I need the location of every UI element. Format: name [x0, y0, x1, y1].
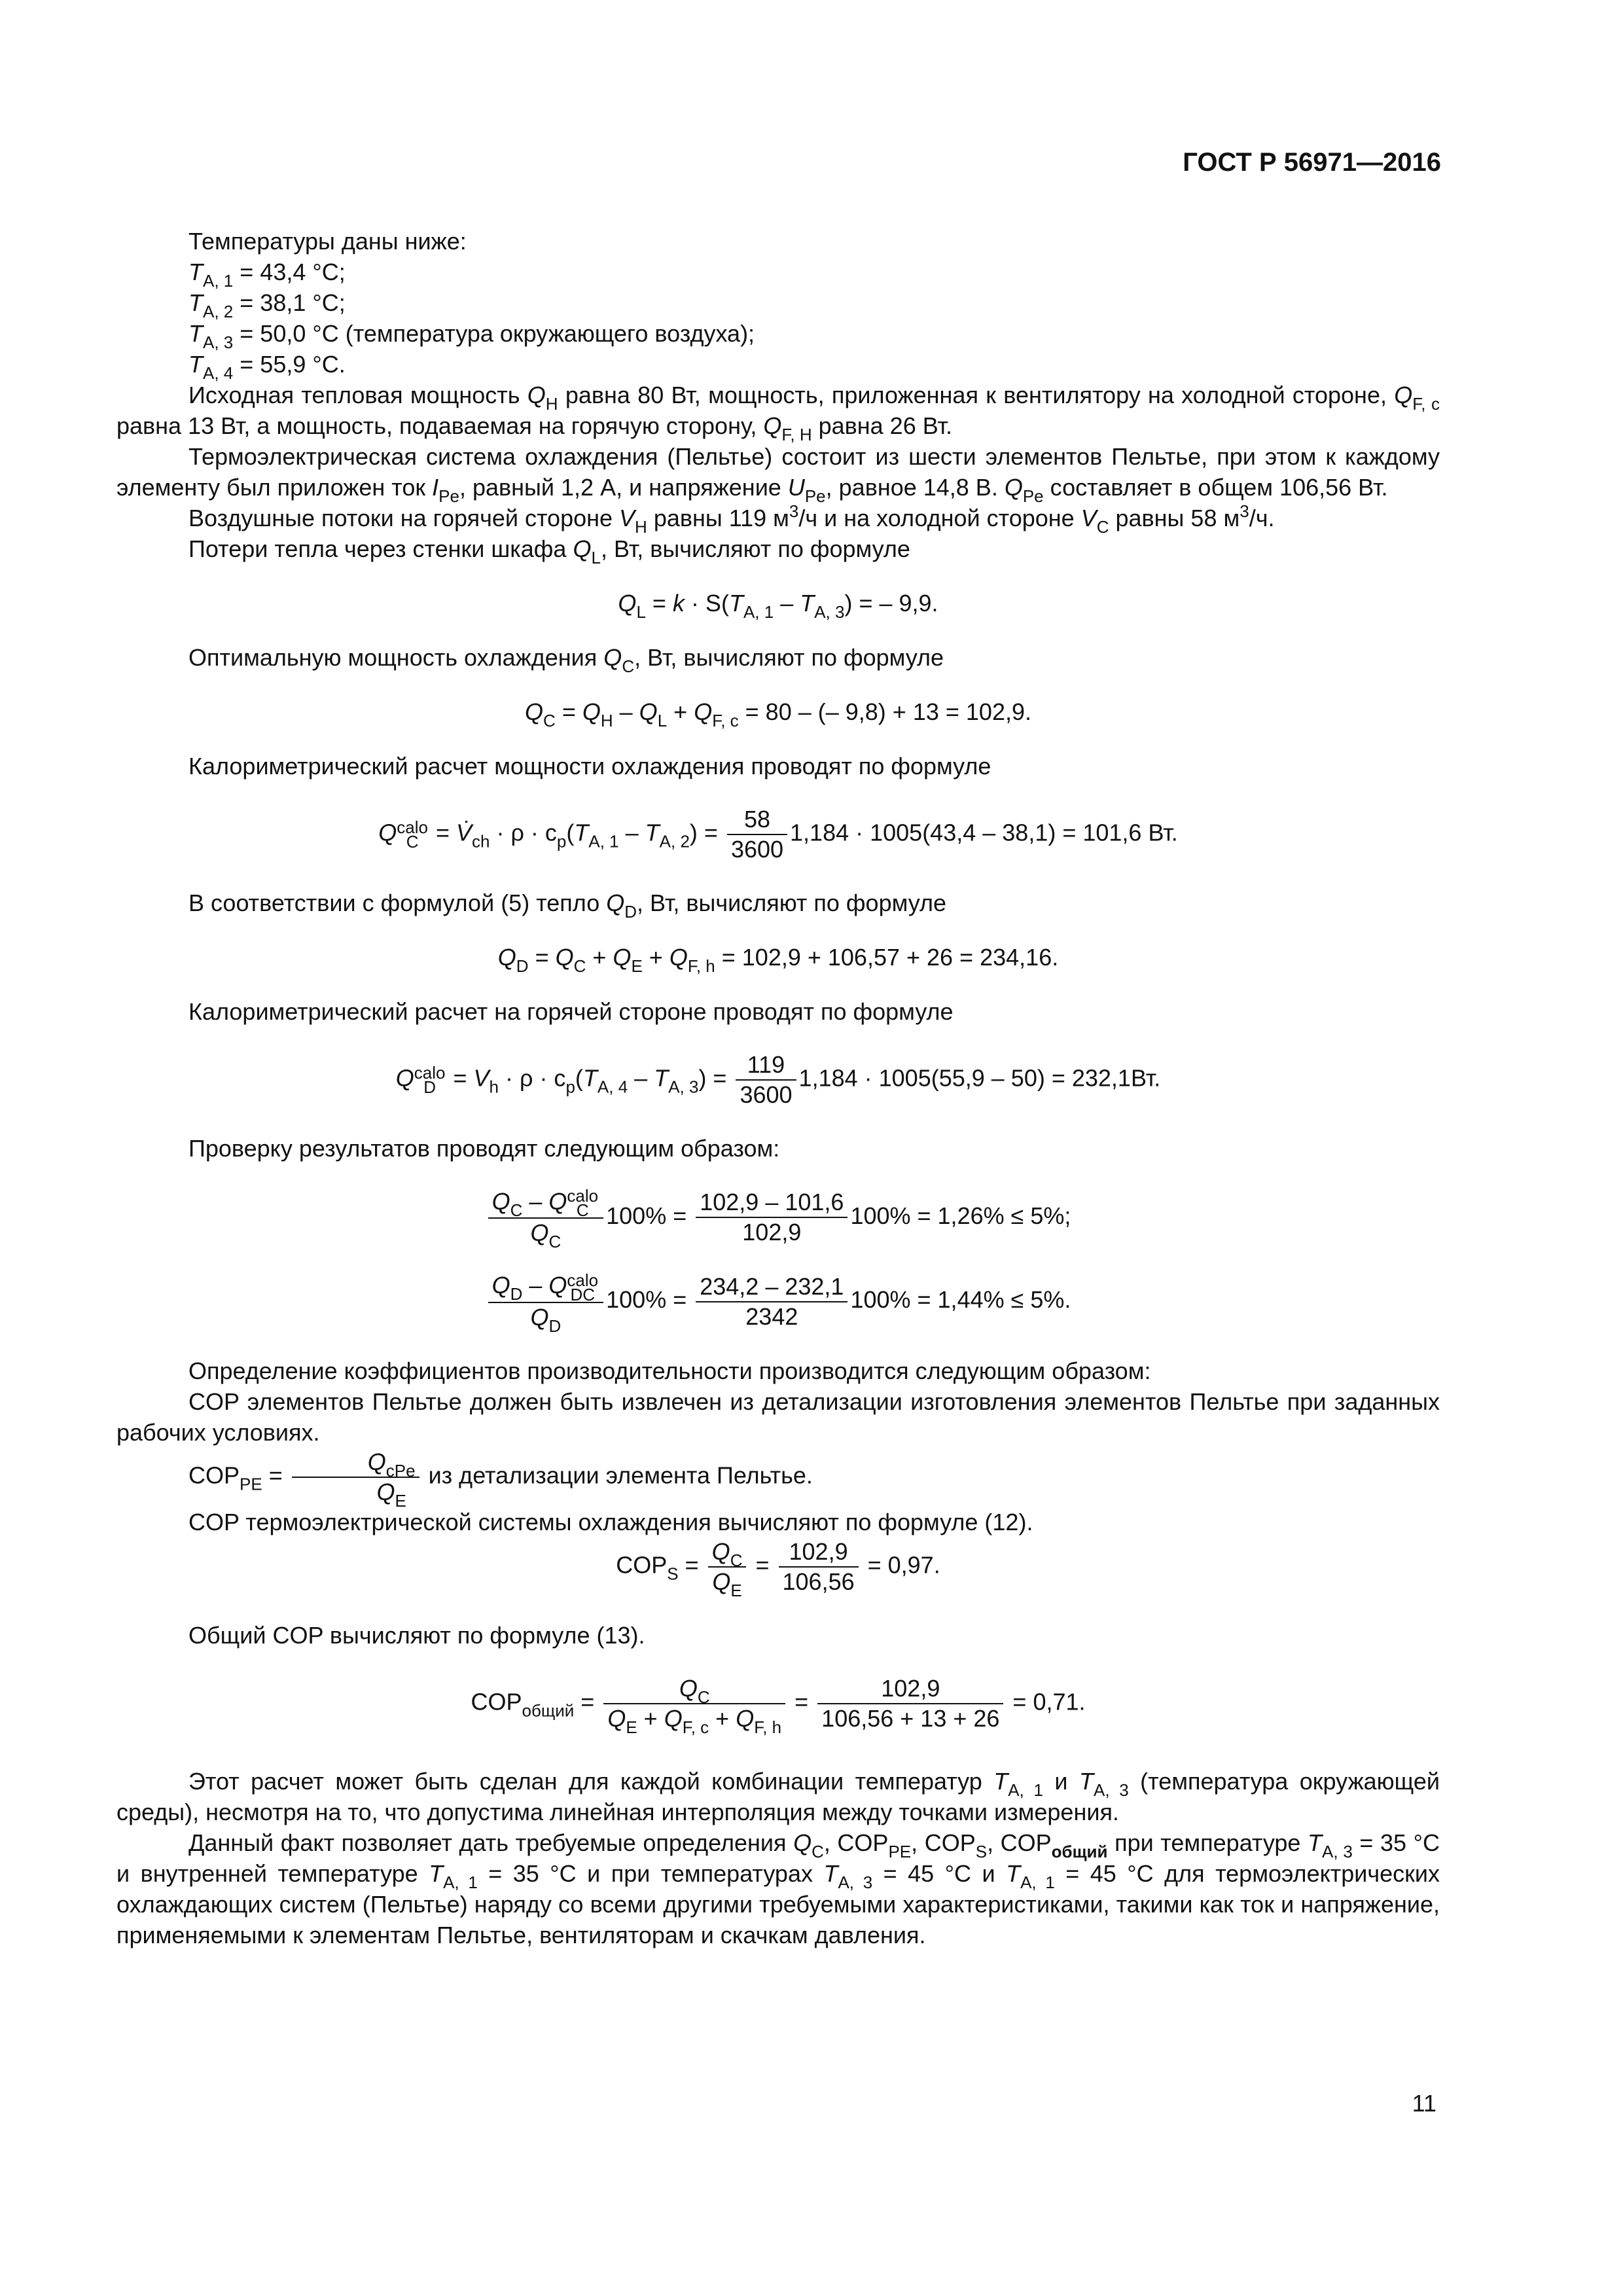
paragraph-cop-peltier: COP элементов Пельтье должен быть извлечен из детализации изготовления элементов Пельтье при заданных рабочих условиях. [116, 1388, 1440, 1446]
paragraph-heat-power: Исходная тепловая мощность $Q_H$ равна 80 Вт, мощность, приложенная к вентилятору на холодной стороне, $Q_{F, c}$ равна 13 Вт, а мощность, подаваемая на горячую сторону, $Q_{F, H}$ равна 26 Вт. [116, 382, 1440, 444]
document-body [116, 226, 1440, 1950]
formula-calorimetric-cold: Q calo C = $V̇_{ch} \cdot \rho \cdot c_p(T_{A, 1} - T_{A, 2})$ = $\frac{58}{3600}$ 1,184 · 1005(43,4 – 38,1) = 101,6 Вт. [378, 806, 1178, 863]
paragraph-calorimetric-hot: Калориметрический расчет на горячей стороне проводят по формуле [188, 998, 954, 1025]
formula-cooling-power: $Q_C = Q_H - Q_L + Q_{F, c} = 80$ – (– 9,8) + 13 = 102,9. [525, 698, 1031, 730]
temp-line-3: $T_{A, 3} = 50,0$ °С (температура окружающего воздуха); [188, 320, 755, 352]
fraction-cold-flow: $\frac{58}{3600}$ [727, 805, 787, 864]
paragraph-cop-definition: Определение коэффициентов производительности производится следующим образом: [188, 1357, 1151, 1384]
formula-cop-total: $COP_{общий}$ = $\frac{Q_C}{Q_E + Q_{F, c} + Q_{F, h}}$ = $\frac{102,9}{106,56 + 13 + 26}$ = 0,71. [471, 1674, 1086, 1737]
temp-line-1: $T_{A, 1} = 43,4$ °С; [188, 259, 346, 291]
paragraph-verification: Проверку результатов проводят следующим образом: [188, 1135, 780, 1162]
formula-heat-qd: $Q_D = Q_C + Q_E + Q_{F, h} = 102,9 + 106,57 + 26 = 234,16$. [497, 944, 1059, 976]
paragraph-airflow: Воздушные потоки на горячей стороне $V_H$ равны 119 $м^3/ч$ и на холодной стороне $V_C$ равны 58 $м^3/ч$. [188, 501, 1275, 537]
paragraph-cooling-power: Оптимальную мощность охлаждения $Q_C$, Вт, вычисляют по формуле [188, 644, 944, 676]
formula-cop-s: $COP_S$ = $\frac{Q_C}{Q_E}$ = $\frac{102,9}{106,56}$ = 0,97. [616, 1537, 940, 1600]
formula-heat-loss: $Q_L = k \cdot S(T_{A, 1} - T_{A, 3})$ = – 9,9. [618, 590, 938, 622]
paragraph-interpolation: Этот расчет может быть сделан для каждой комбинации температур $T_{A, 1}$ и $T_{A, 3}$ (температура окружающей среды), несмотря на то, что допустима линейная интерполяция между точками измерения. [116, 1767, 1440, 1825]
formula-cop-pe: $COP_{PE}$ = $\frac{Q_{cPe}}{Q_E}$ из детализации элемента Пельтье. [188, 1448, 813, 1511]
formula-check-qc: $Q_C$ – Q calo C $Q_C$ 100% = $\frac{102,9 - 101,6}{102,9}$ 100% = 1,26% ≤ 5%; [116, 1187, 1440, 1247]
formula-calorimetric-hot: Q calo D = $V_h \cdot \rho \cdot c_p(T_{A, 4} - T_{A, 3})$ = $\frac{119}{3600}$ 1,184 · 1005(55,9 – 50) = 232,1Вт. [395, 1051, 1161, 1108]
paragraph-heat-loss: Потери тепла через стенки шкафа $Q_L$, Вт, вычисляют по формуле [188, 535, 910, 567]
paragraph-peltier-system: Термоэлектрическая система охлаждения (Пельтье) состоит из шести элементов Пельтье, при этом к каждому элементу был приложен ток $I_{Pe}$, равный 1,2 А, и напряжение $U_{Pe}$, равное 14,8 В. $Q_{Pe}$ составляет в общем 106,56 Вт. [116, 443, 1440, 506]
paragraph-cop-total: Общий COP вычисляют по формуле (13). [188, 1621, 645, 1649]
temps-intro: Температуры даны ниже: [188, 228, 467, 255]
document-header: ГОСТ Р 56971—2016 [1183, 148, 1441, 177]
paragraph-cop-system: COP термоэлектрической системы охлаждения вычисляют по формуле (12). [188, 1508, 1033, 1535]
temp-line-4: $T_{A, 4} = 55,9$ °С. [188, 351, 346, 383]
temp-line-2: $T_{A, 2} = 38,1$ °С; [188, 289, 346, 321]
paragraph-calorimetric-cold: Калориметрический расчет мощности охлаждения проводят по формуле [188, 753, 991, 780]
fraction-hot-flow: $\frac{119}{3600}$ [736, 1050, 796, 1109]
paragraph-heat-qd: В соответствии с формулой (5) тепло $Q_D$, Вт, вычисляют по формуле [188, 889, 946, 922]
formula-check-qd: $Q_D$ – Q calo DC $Q_D$ 100% = $\frac{234,2 - 232,1}{2342}$ 100% = 1,44% ≤ 5%. [116, 1271, 1440, 1331]
paragraph-definitions: Данный факт позволяет дать требуемые определения $Q_C$, $COP_{PE}$, $COP_S$, $COP_{общий}$ при температуре $T_{A, 3} = 35$ °С и внутренней температуре $T_{A, 1} = 35$ °С и при температурах $T_{A, 3} = 45$ °С и $T_{A, 1} = 45$ °С для термоэлектрических охлаждающих систем (Пельтье) наряду со всеми другими требуемыми характеристиками, такими как ток и напряжение, применяемыми к элементам Пельтье, вентиляторам и скачкам давления. [116, 1829, 1440, 1948]
page-number: 11 [1412, 2090, 1436, 2117]
